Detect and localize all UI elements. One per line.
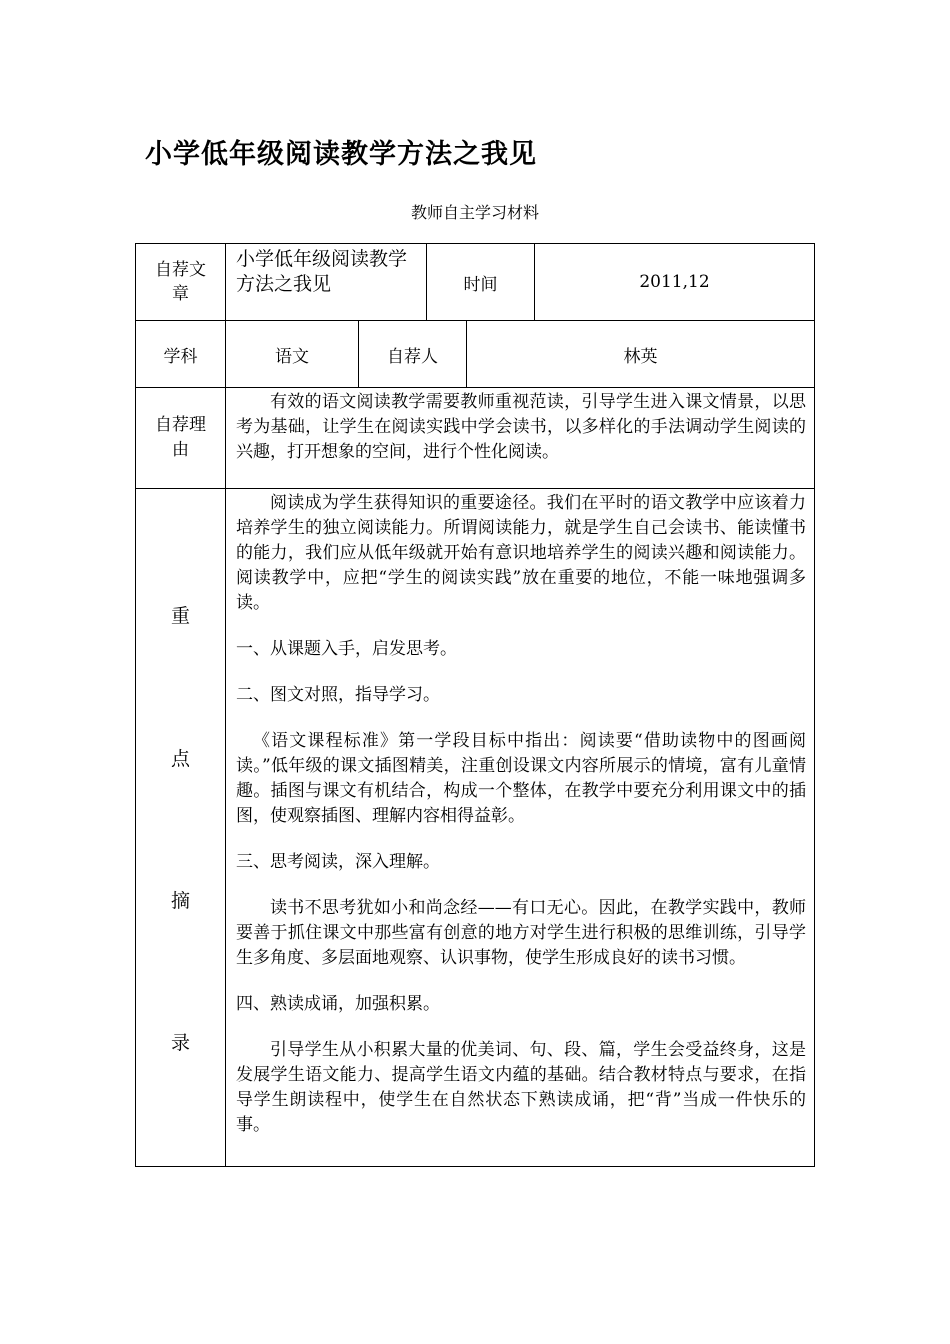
section-heading-2: 二、图文对照，指导学习。 (236, 685, 440, 705)
excerpt-label-char: 重 (170, 605, 190, 627)
time-label: 时间 (463, 274, 498, 295)
reason-text: 有效的语文阅读教学需要教师重视范读，引导学生进入课文情景，以思考为基础，让学生在阅读实践中学会读书，以多样化的手法调动学生阅读的兴趣，打开想象的空间，进行个性化阅读。 (236, 392, 806, 462)
recommender-value-cell (467, 321, 814, 387)
excerpt-label-char: 录 (170, 1032, 190, 1054)
section-paragraph-2: 《语文课程标准》第一学段目标中指出：阅读要“借助读物中的图画阅读。”低年级的课文插图精美，注重创设课文内容所展示的情境，富有儿童情趣。插图与课文有机结合，构成一个整体，在教学中要充分利用课文中的插图，使观察插图、理解内容相得益彰。 (236, 731, 806, 826)
subject-label: 学科 (163, 346, 198, 367)
time-value-cell (535, 244, 814, 320)
reason-label-cell (136, 388, 225, 488)
subject-value: 语文 (275, 346, 309, 367)
article-label: 自荐文章 (155, 260, 206, 304)
section-paragraph-4: 引导学生从小积累大量的优美词、句、段、篇，学生会受益终身，这是发展学生语文能力、提高学生语文内蕴的基础。结合教材特点与要求，在指导学生朗读程中，使学生在自然状态下熟读成诵，把“背”当成一件快乐的事。 (236, 1040, 806, 1135)
recommender-label: 自荐人 (387, 346, 438, 367)
subject-label-cell (136, 321, 225, 387)
excerpt-label-cell (136, 489, 225, 1166)
section-paragraph-3: 读书不思考犹如小和尚念经——有口无心。因此，在教学实践中，教师要善于抓住课文中那些富有创意的地方对学生进行积极的思维训练，引导学生多角度、多层面地观察、认识事物，使学生形成良好的读书习惯。 (236, 898, 806, 968)
excerpt-label-char: 点 (170, 748, 190, 770)
excerpt-label-char: 摘 (170, 890, 190, 912)
section-heading-4: 四、熟读成诵，加强积累。 (236, 994, 440, 1014)
section-heading-3: 三、思考阅读，深入理解。 (236, 852, 440, 872)
reason-label: 自荐理由 (155, 415, 206, 460)
article-title: 小学低年级阅读教学方法之我见 (236, 248, 408, 295)
time-label-cell (427, 244, 534, 320)
recommender-value: 林英 (623, 346, 658, 367)
recommender-label-cell (359, 321, 466, 387)
section-heading-1: 一、从课题入手，启发思考。 (236, 639, 457, 659)
info-table (135, 243, 815, 1167)
excerpt-text-cell (226, 489, 814, 1166)
document-title: 小学低年级阅读教学方法之我见 (145, 139, 537, 170)
time-value: 2011,12 (639, 272, 710, 292)
article-label-cell (136, 244, 225, 320)
excerpt-intro: 阅读成为学生获得知识的重要途径。我们在平时的语文教学中应该着力培养学生的独立阅读能力。所谓阅读能力，就是学生自己会读书、能读懂书的能力，我们应从低年级就开始有意识地培养学生的阅读兴趣和阅读能力。阅读教学中，应把“学生的阅读实践”放在重要的地位，不能一味地强调多读。 (236, 493, 806, 613)
subject-value-cell (226, 321, 358, 387)
reason-text-cell (226, 388, 814, 488)
document-subtitle: 教师自主学习材料 (410, 203, 539, 222)
article-title-cell (226, 244, 426, 320)
